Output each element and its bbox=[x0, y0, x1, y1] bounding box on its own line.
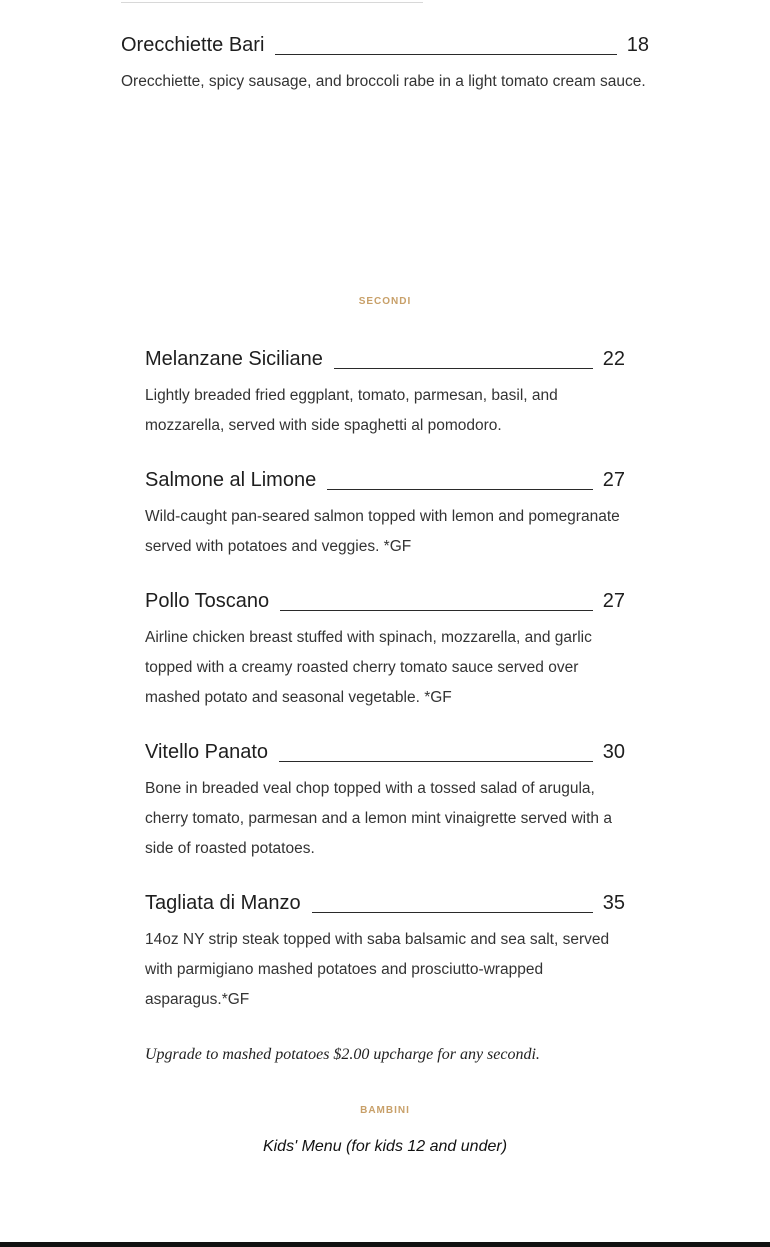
price-leader-line bbox=[279, 760, 593, 762]
menu-item-header bbox=[145, 889, 625, 915]
menu-item-melanzane-siciliane bbox=[145, 345, 625, 441]
menu-item-description: Bone in breaded veal chop topped with a tossed salad of arugula, cherry tomato, parmesan and a lemon mint vinaigrette served with a side of roasted potatoes. bbox=[145, 780, 612, 857]
price-leader-line bbox=[280, 609, 593, 611]
menu-item-price: 27 bbox=[602, 590, 625, 612]
price-leader-line bbox=[334, 367, 593, 369]
menu-item-tagliata-di-manzo bbox=[145, 889, 625, 1015]
menu-item-header bbox=[121, 31, 649, 57]
previous-item-edge bbox=[121, 0, 423, 3]
menu-item-salmone-al-limone bbox=[145, 466, 625, 562]
menu-item-header bbox=[145, 587, 625, 613]
menu-item-name: Salmone al Limone bbox=[145, 469, 317, 491]
menu-item-pollo-toscano bbox=[145, 587, 625, 713]
menu-item-price: 27 bbox=[602, 469, 625, 491]
menu-item-description: Lightly breaded fried eggplant, tomato, parmesan, basil, and mozzarella, served with side spaghetti al pomodoro. bbox=[145, 387, 558, 434]
menu-item-price: 30 bbox=[602, 741, 625, 763]
menu-item-name: Orecchiette Bari bbox=[121, 34, 265, 56]
menu-item-name: Melanzane Siciliane bbox=[145, 348, 323, 370]
menu-item-description: Orecchiette, spicy sausage, and broccoli rabe in a light tomato cream sauce. bbox=[121, 73, 646, 90]
menu-item-name: Tagliata di Manzo bbox=[145, 892, 301, 914]
menu-item-header bbox=[145, 345, 625, 371]
menu-item-name: Pollo Toscano bbox=[145, 590, 270, 612]
menu-item-name: Vitello Panato bbox=[145, 741, 269, 763]
secondi-upgrade-note: Upgrade to mashed potatoes $2.00 upcharge for any secondi. bbox=[145, 1046, 540, 1063]
menu-item-price: 18 bbox=[626, 34, 649, 56]
menu-item-description: 14oz NY strip steak topped with saba balsamic and sea salt, served with parmigiano mashed potatoes and prosciutto-wrapped asparagus.*GF bbox=[145, 931, 610, 1008]
price-leader-line bbox=[275, 53, 616, 55]
menu-item-header bbox=[145, 466, 625, 492]
price-leader-line bbox=[312, 911, 593, 913]
menu-item-price: 35 bbox=[602, 892, 625, 914]
menu-item-orecchiette-bari bbox=[121, 31, 649, 97]
footer-bar bbox=[0, 1242, 770, 1247]
section-label-secondi: SECONDI bbox=[358, 296, 412, 307]
menu-item-header bbox=[145, 738, 625, 764]
price-leader-line bbox=[327, 488, 593, 490]
menu-item-vitello-panato bbox=[145, 738, 625, 864]
kids-menu-subtitle: Kids' Menu (for kids 12 and under) bbox=[262, 1138, 508, 1155]
menu-item-description: Airline chicken breast stuffed with spinach, mozzarella, and garlic topped with a creamy roasted cherry tomato sauce served over mashed potato and seasonal vegetable. *GF bbox=[145, 629, 592, 706]
menu-item-price: 22 bbox=[602, 348, 625, 370]
section-label-bambini: BAMBINI bbox=[360, 1105, 410, 1116]
menu-item-description: Wild-caught pan-seared salmon topped with lemon and pomegranate served with potatoes and veggies. *GF bbox=[145, 508, 620, 555]
